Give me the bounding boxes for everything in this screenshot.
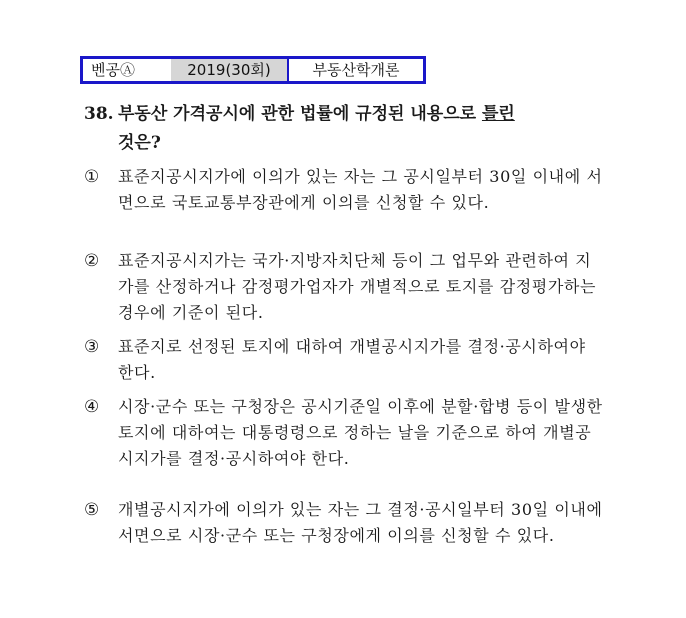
exam-header	[80, 56, 426, 84]
question-text-emphasis: 틀린	[481, 104, 515, 124]
header-subject: 부동산학개론	[287, 59, 423, 81]
header-year: 2019(30회)	[171, 59, 287, 81]
question-text	[118, 104, 515, 124]
choice-number: ④	[84, 397, 100, 417]
choice-text: 표준지공시지가에 이의가 있는 자는 그 공시일부터 30일 이내에 서면으로 국토교통부장관에게 이의를 신청할 수 있다.	[118, 167, 603, 212]
choice-text: 표준지로 선정된 토지에 대하여 개별공시지가를 결정·공시하여야 한다.	[118, 337, 586, 382]
question-number: 38.	[84, 104, 114, 124]
choice-number: ②	[84, 251, 100, 271]
choice-number: ①	[84, 167, 100, 187]
choice-text: 표준지공시지가는 국가·지방자치단체 등이 그 업무와 관련하여 지가를 산정하거나 감정평가업자가 개별적으로 토지를 감정평가하는 경우에 기준이 된다.	[118, 251, 596, 322]
choice-2[interactable]	[84, 248, 604, 326]
choice-text: 개별공시지가에 이의가 있는 자는 그 결정·공시일부터 30일 이내에 서면으로 시장·군수 또는 구청장에게 이의를 신청할 수 있다.	[118, 500, 603, 545]
choice-1[interactable]	[84, 164, 604, 216]
question-text-end: 것은?	[118, 133, 161, 153]
question-text-main: 부동산 가격공시에 관한 법률에 규정된 내용으로	[118, 104, 482, 124]
choice-text: 시장·군수 또는 구청장은 공시기준일 이후에 분할·합병 등이 발생한 토지에 대하여는 대통령령으로 정하는 날을 기준으로 하여 개별공시지가를 결정·공시하여야 한다.	[118, 397, 603, 468]
choice-4[interactable]	[84, 394, 604, 472]
choice-number: ⑤	[84, 500, 100, 520]
choice-5[interactable]	[84, 497, 604, 549]
choice-3[interactable]	[84, 334, 604, 386]
question-stem	[84, 100, 604, 158]
header-category: 벤공Ⓐ	[83, 59, 171, 81]
choice-number: ③	[84, 337, 100, 357]
